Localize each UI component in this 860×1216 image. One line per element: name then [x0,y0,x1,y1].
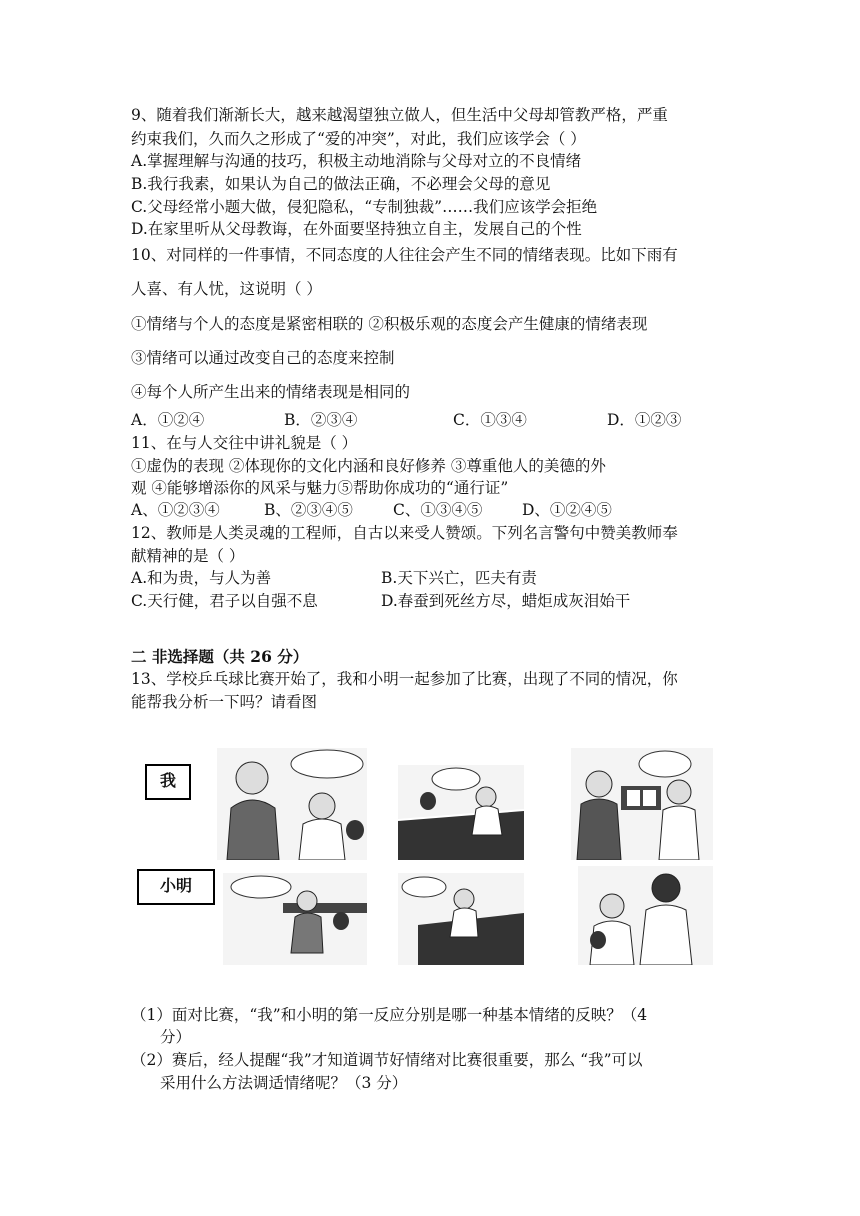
q13-sub2-line2: 采用什么方法调适情绪呢？（3 分） [160,1074,408,1092]
q11-option-c: C、①③④⑤ [393,501,483,519]
comic-panel-xiaoming-1 [223,873,367,965]
q12-option-a: A.和为贵，与人为善 [131,569,272,587]
comic-panel-xiaoming-2 [398,873,524,965]
comic-panel-me-1 [217,748,367,860]
q9-stem-line1: 9、随着我们渐渐长大，越来越渴望独立做人，但生活中父母却管教严格，严重 [131,106,668,124]
q12-stem-line2: 献精神的是（ ） [131,547,245,565]
q10-statement-1-2: ①情绪与个人的态度是紧密相联的 ②积极乐观的态度会产生健康的情绪表现 [131,315,648,333]
q11-option-a: A、①②③④ [131,501,220,519]
q9-option-c: C.父母经常小题大做，侵犯隐私，“专制独裁”……我们应该学会拒绝 [131,198,598,216]
q12-option-d: D.春蚕到死丝方尽，蜡炬成灰泪始干 [381,592,631,610]
section-heading: 二 非选择题（共 26 分） [131,647,309,666]
q13-stem-line1: 13、学校乒乓球比赛开始了，我和小明一起参加了比赛，出现了不同的情况，你 [131,670,678,688]
q10-statement-4: ④每个人所产生出来的情绪表现是相同的 [131,383,411,401]
q13-sub1-line1: （1）面对比赛，“我”和小明的第一反应分别是哪一种基本情绪的反映？（4 [131,1006,648,1024]
comic-panel-me-3 [571,748,713,860]
xiaoming-playing-illustration [398,873,524,965]
comic-panel-xiaoming-3 [578,866,713,965]
q11-option-b: B、②③④⑤ [264,501,353,519]
me-losing-scoreboard-illustration [571,748,713,860]
q10-option-c: C．①③④ [453,411,527,429]
q12-option-c: C.天行健，君子以自强不息 [131,592,318,610]
row-label-me: 我 [145,764,191,800]
q12-option-b: B.天下兴亡，匹夫有责 [381,569,537,587]
q10-stem-line2: 人喜、有人忧，这说明（ ） [131,280,322,298]
xiaoming-practicing-illustration [223,873,367,965]
q9-option-a: A.掌握理解与沟通的技巧，积极主动地消除与父母对立的不良情绪 [131,152,582,170]
q9-option-b: B.我行我素，如果认为自己的做法正确，不必理会父母的意见 [131,175,551,193]
q13-sub1-line2: 分） [160,1028,192,1046]
q11-statements-line2: 观 ④能够增添你的风采与魅力⑤帮助你成功的“通行证” [131,479,509,497]
row-label-xiaoming: 小明 [137,869,215,905]
q13-sub2-line1: （2）赛后，经人提醒“我”才知道调节好情绪对比赛很重要，那么 “我”可以 [131,1051,643,1069]
q11-stem: 11、在与人交往中讲礼貌是（ ） [131,434,358,452]
xiaoming-with-teacher-illustration [578,866,713,965]
q10-stem-line1: 10、对同样的一件事情，不同态度的人往往会产生不同的情绪表现。比如下雨有 [131,246,678,264]
coach-and-me-illustration [217,748,367,860]
q13-stem-line2: 能帮我分析一下吗？请看图 [131,693,318,711]
q11-statements-line1: ①虚伪的表现 ②体现你的文化内涵和良好修养 ③尊重他人的美德的外 [131,457,606,475]
me-playing-illustration [398,765,524,860]
q11-option-d: D、①②④⑤ [522,501,612,519]
q10-option-a: A．①②④ [131,411,205,429]
comic-panel-me-2 [398,765,524,860]
q10-option-d: D．①②③ [607,411,682,429]
q10-option-b: B．②③④ [284,411,358,429]
q9-option-d: D.在家里听从父母教诲，在外面要坚持独立自主，发展自己的个性 [131,220,582,238]
q12-stem-line1: 12、教师是人类灵魂的工程师，自古以来受人赞颂。下列名言警句中赞美教师奉 [131,524,678,542]
q9-stem-line2: 约束我们，久而久之形成了“爱的冲突”，对此，我们应该学会（ ） [131,130,586,148]
q10-statement-3: ③情绪可以通过改变自己的态度来控制 [131,349,395,367]
